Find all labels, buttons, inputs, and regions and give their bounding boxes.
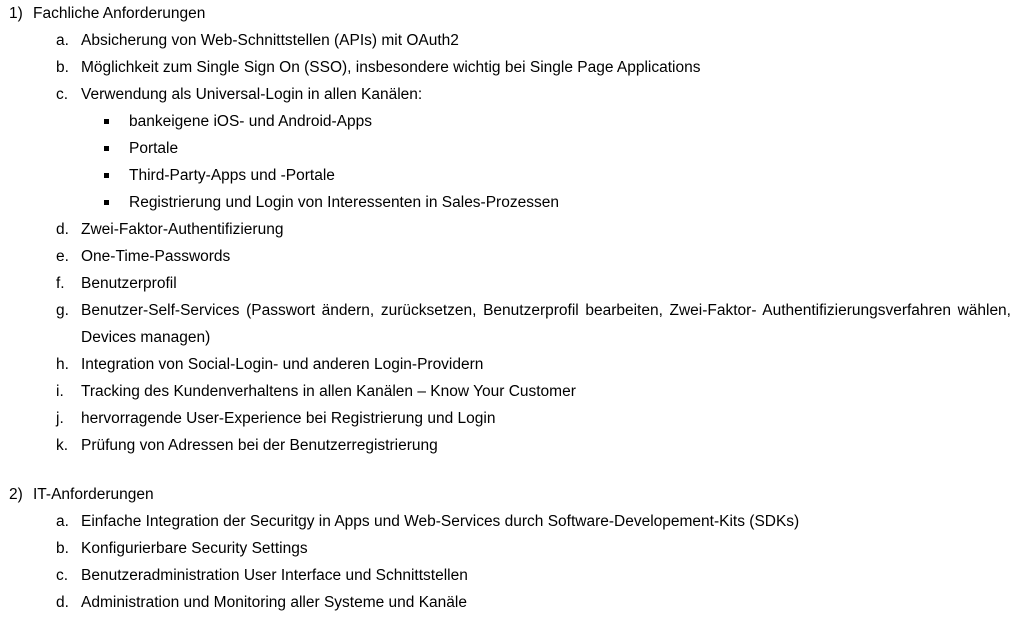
item-letter: d. — [56, 221, 69, 238]
bullet-item — [0, 108, 1017, 135]
list-item — [0, 432, 1017, 459]
item-text: Administration und Monitoring aller Systeme und Kanäle — [81, 594, 467, 611]
list-item — [0, 508, 1017, 535]
item-text: hervorragende User-Experience bei Registrierung und Login — [81, 410, 496, 427]
item-letter: c. — [56, 86, 69, 103]
list-item — [0, 81, 1017, 108]
item-text: Benutzeradministration User Interface und Schnittstellen — [81, 567, 468, 584]
list-item — [0, 589, 1017, 616]
item-text: Zwei-Faktor-Authentifizierung — [81, 221, 284, 238]
list-item — [0, 297, 1017, 351]
section-title: IT-Anforderungen — [33, 486, 154, 503]
item-text: Verwendung als Universal-Login in allen Kanälen: — [81, 86, 423, 103]
item-letter: i. — [56, 383, 64, 400]
bullet-text: Third-Party-Apps und -Portale — [129, 167, 335, 184]
square-bullet-icon — [104, 173, 109, 178]
list-item — [0, 54, 1017, 81]
bullet-text: Portale — [129, 140, 179, 157]
item-letter: g. — [56, 302, 69, 319]
item-text: Möglichkeit zum Single Sign On (SSO), insbesondere wichtig bei Single Page Applications — [81, 59, 701, 76]
list-item — [0, 378, 1017, 405]
item-letter: a. — [56, 513, 69, 530]
bullet-item — [0, 135, 1017, 162]
item-text: Einfache Integration der Securitgy in Apps und Web-Services durch Software-Developement-Kits (SDKs) — [81, 513, 800, 530]
item-letter: a. — [56, 32, 69, 49]
item-letter: b. — [56, 59, 69, 76]
square-bullet-icon — [104, 200, 109, 205]
item-letter: d. — [56, 594, 69, 611]
item-text: Benutzer-Self-Services (Passwort ändern, zurücksetzen, Benutzerprofil bearbeiten, Zwei-Faktor- Authentifizierungsverfahren wählen, Devices managen) — [81, 302, 1011, 346]
item-text: Prüfung von Adressen bei der Benutzerregistrierung — [81, 437, 438, 454]
item-text: Integration von Social-Login- und anderen Login-Providern — [81, 356, 484, 373]
item-letter: f. — [56, 275, 65, 292]
item-letter: k. — [56, 437, 69, 454]
item-text: Konfigurierbare Security Settings — [81, 540, 308, 557]
item-letter: b. — [56, 540, 69, 557]
item-text: One-Time-Passwords — [81, 248, 231, 265]
list-item — [0, 216, 1017, 243]
item-text: Tracking des Kundenverhaltens in allen Kanälen – Know Your Customer — [81, 383, 576, 400]
section-title: Fachliche Anforderungen — [33, 5, 206, 22]
list-item — [0, 243, 1017, 270]
item-letter: h. — [56, 356, 69, 373]
item-text: Benutzerprofil — [81, 275, 177, 292]
bullet-item — [0, 189, 1017, 216]
bullet-text: bankeigene iOS- und Android-Apps — [129, 113, 372, 130]
item-letter: c. — [56, 567, 69, 584]
section-number: 2) — [9, 486, 23, 503]
list-item — [0, 405, 1017, 432]
bullet-text: Registrierung und Login von Interessenten in Sales-Prozessen — [129, 194, 559, 211]
list-item — [0, 535, 1017, 562]
bullet-item — [0, 162, 1017, 189]
item-letter: j. — [56, 410, 64, 427]
section-it-anforderungen — [0, 481, 1017, 616]
section-number: 1) — [9, 5, 23, 22]
list-item — [0, 27, 1017, 54]
list-item — [0, 351, 1017, 378]
square-bullet-icon — [104, 146, 109, 151]
square-bullet-icon — [104, 119, 109, 124]
section-heading — [0, 481, 1017, 508]
item-letter: e. — [56, 248, 69, 265]
list-item — [0, 270, 1017, 297]
list-item — [0, 562, 1017, 589]
section-heading — [0, 0, 1017, 27]
item-text: Absicherung von Web-Schnittstellen (APIs) mit OAuth2 — [81, 32, 459, 49]
